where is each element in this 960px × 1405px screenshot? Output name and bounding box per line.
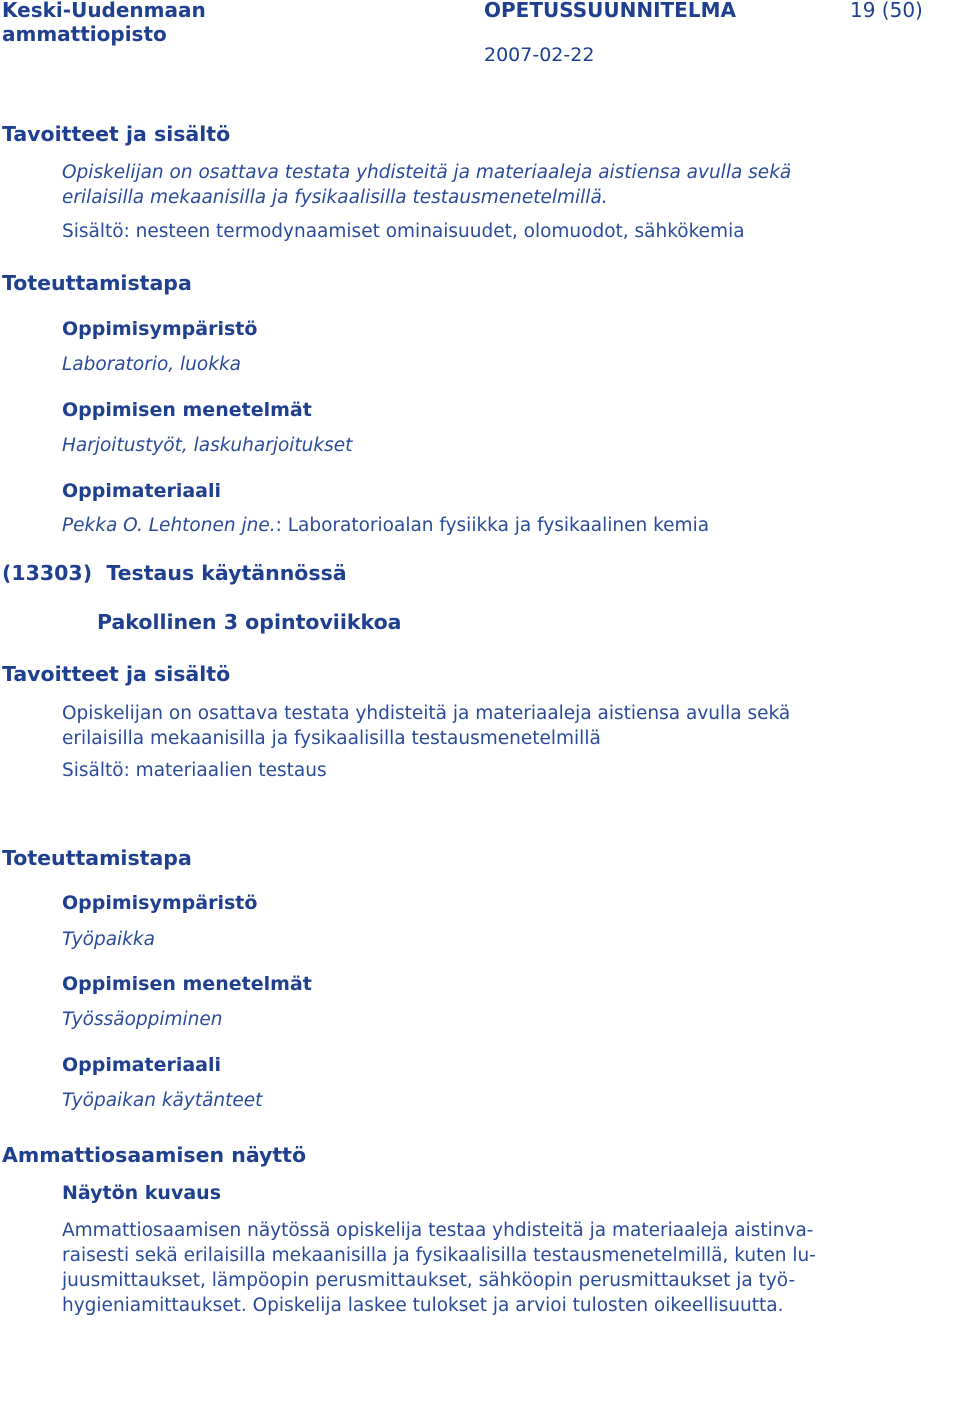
goals-line: erilaisilla mekaanisilla ja fysikaalisilla testausmenetelmillä.	[62, 187, 608, 208]
demonstration-line: Ammattiosaamisen näytössä opiskelija testaa yhdisteitä ja materiaaleja aistinva-	[62, 1220, 814, 1241]
course-heading	[2, 561, 347, 585]
environment-value: Laboratorio, luokka	[62, 354, 241, 375]
environment-label: Oppimisympäristö	[62, 892, 258, 914]
demonstration-line: raisesti sekä erilaisilla mekaanisilla ja fysikaalisilla testausmenetelmillä, kuten lu-	[62, 1245, 816, 1266]
methods-label: Oppimisen menetelmät	[62, 399, 312, 421]
goals-line: Opiskelijan on osattava testata yhdisteitä ja materiaaleja aistiensa avulla sekä	[62, 162, 792, 183]
demonstration-line: hygieniamittaukset. Opiskelija laskee tulokset ja arvioi tulosten oikeellisuutta.	[62, 1295, 784, 1316]
goals-line: Opiskelijan on osattava testata yhdisteitä ja materiaaleja aistiensa avulla sekä	[62, 703, 791, 724]
demonstration-line: juusmittaukset, lämpöopin perusmittaukset, sähköopin perusmittaukset ja työ-	[62, 1270, 796, 1291]
document-date: 2007-02-22	[484, 44, 595, 66]
methods-label: Oppimisen menetelmät	[62, 973, 312, 995]
material-label: Oppimateriaali	[62, 1054, 222, 1076]
org-name-line1: Keski-Uudenmaan	[2, 0, 206, 22]
material-value	[62, 515, 709, 536]
material-author: Pekka O. Lehtonen jne.	[62, 515, 276, 536]
implementation-heading: Toteuttamistapa	[2, 846, 192, 870]
demonstration-subheading: Näytön kuvaus	[62, 1182, 222, 1204]
goals-text	[62, 160, 902, 210]
material-value: Työpaikan käytänteet	[62, 1090, 263, 1111]
goals-heading: Tavoitteet ja sisältö	[2, 662, 231, 686]
goals-heading: Tavoitteet ja sisältö	[2, 122, 231, 146]
environment-value: Työpaikka	[62, 929, 155, 950]
implementation-heading: Toteuttamistapa	[2, 271, 192, 295]
methods-value: Työssäoppiminen	[62, 1009, 223, 1030]
course-code: (13303)	[2, 561, 93, 585]
org-name-line2: ammattiopisto	[2, 22, 167, 46]
content-text: Sisältö: materiaalien testaus	[62, 760, 327, 781]
document-title: OPETUSSUUNNITELMA	[484, 0, 736, 22]
methods-value: Harjoitustyöt, laskuharjoitukset	[62, 435, 353, 456]
demonstration-heading: Ammattiosaamisen näyttö	[2, 1143, 307, 1167]
material-label: Oppimateriaali	[62, 480, 222, 502]
page-number: 19 (50)	[850, 0, 923, 22]
material-title: : Laboratorioalan fysiikka ja fysikaalinen kemia	[275, 515, 710, 536]
goals-line: erilaisilla mekaanisilla ja fysikaalisilla testausmenetelmillä	[62, 728, 601, 749]
course-name: Testaus käytännössä	[106, 561, 347, 585]
course-scope: Pakollinen 3 opintoviikkoa	[97, 610, 402, 634]
environment-label: Oppimisympäristö	[62, 318, 258, 340]
content-text: Sisältö: nesteen termodynaamiset ominaisuudet, olomuodot, sähkökemia	[62, 221, 745, 242]
goals-text	[62, 701, 902, 751]
demonstration-text	[62, 1218, 902, 1318]
